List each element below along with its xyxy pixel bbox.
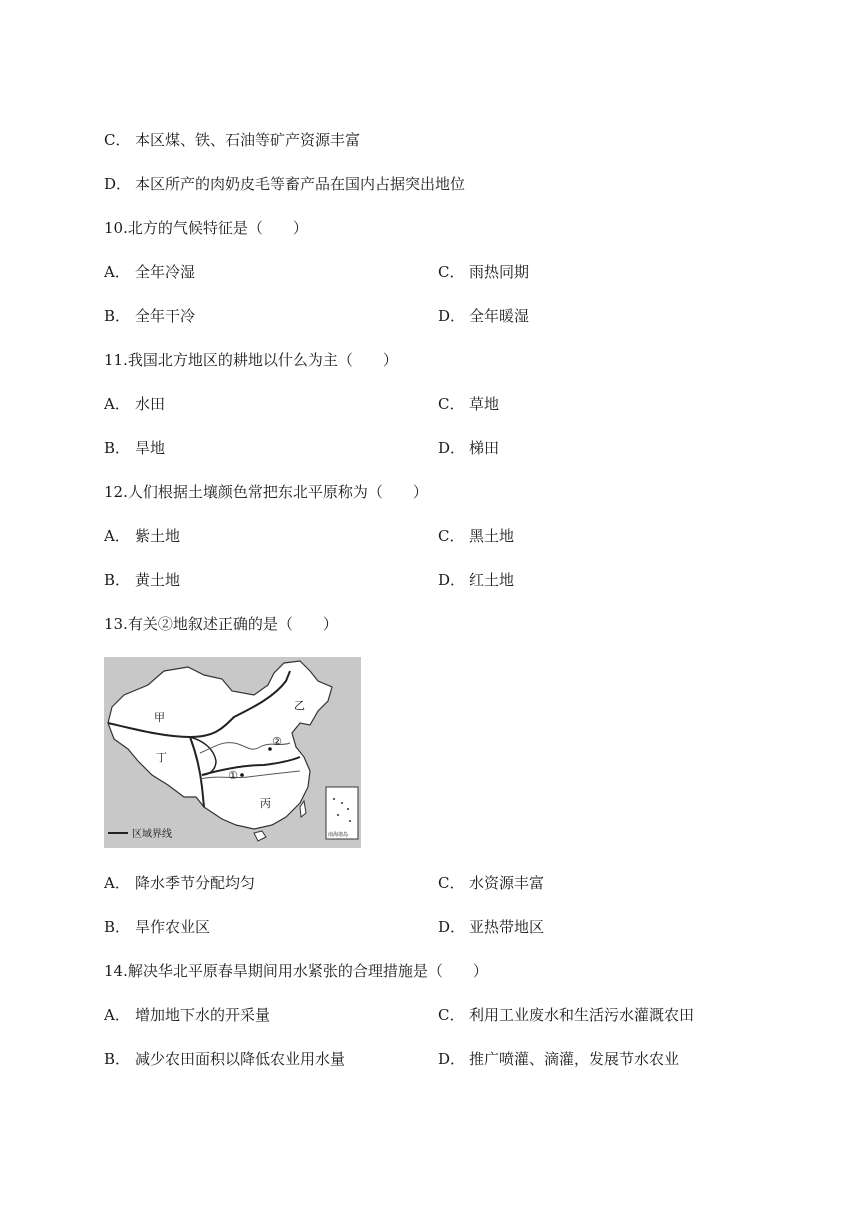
label-point-1: ① [228,769,238,782]
question-13-stem: 13.有关②地叙述正确的是（ ） [104,615,338,633]
q11-option-a[interactable] [104,394,165,414]
option-letter: A． [104,527,130,545]
q11-option-b[interactable] [104,438,165,458]
option-letter: C． [104,131,131,149]
option-text: 本区所产的肉奶皮毛等畜产品在国内占据突出地位 [135,175,466,193]
q14-option-c[interactable] [438,1005,694,1025]
q10-option-b[interactable] [104,306,195,326]
option-text: 旱地 [135,439,166,457]
question-14-stem: 14.解决华北平原春旱期间用水紧张的合理措施是（ ） [104,962,488,980]
option-letter: A． [104,1006,130,1024]
q12-option-c[interactable] [438,526,514,546]
legend-label: 区域界线 [132,829,172,840]
option-text: 紫土地 [135,527,181,545]
option-text: 全年干冷 [135,307,196,325]
q12-option-a[interactable] [104,526,180,546]
option-text: 草地 [469,395,500,413]
label-bing: 丙 [260,797,271,810]
china-outline [108,661,332,829]
option-letter: A． [104,874,130,892]
point-1-marker [240,773,244,777]
option-text: 梯田 [469,439,500,457]
option-d-prev[interactable] [104,174,465,194]
q10-option-a[interactable] [104,262,195,282]
option-text: 减少农田面积以降低农业用水量 [135,1050,346,1068]
label-jia: 甲 [154,711,165,724]
label-yi: 乙 [294,699,305,712]
option-letter: A． [104,263,130,281]
q14-option-b[interactable] [104,1049,345,1069]
q11-option-c[interactable] [438,394,499,414]
taiwan-island [300,801,306,817]
option-letter: B． [104,1050,131,1068]
option-letter: B． [104,307,131,325]
q12-option-b[interactable] [104,570,180,590]
q11-option-d[interactable] [438,438,499,458]
option-text: 本区煤、铁、石油等矿产资源丰富 [135,131,361,149]
option-letter: C． [438,263,465,281]
option-text: 亚热带地区 [469,918,545,936]
hainan-island [254,831,266,841]
option-text: 水田 [135,395,166,413]
option-text: 水资源丰富 [469,874,545,892]
option-c-prev[interactable] [104,130,360,150]
option-text: 利用工业废水和生活污水灌溉农田 [469,1006,695,1024]
option-letter: C． [438,874,465,892]
option-letter: D． [438,1050,466,1068]
china-region-map [104,657,361,848]
option-text: 黑土地 [469,527,515,545]
label-ding: 丁 [156,751,167,764]
option-text: 全年冷湿 [135,263,196,281]
q14-option-d[interactable] [438,1049,679,1069]
q14-option-a[interactable] [104,1005,270,1025]
q13-option-d[interactable] [438,917,544,937]
q10-option-c[interactable] [438,262,529,282]
option-letter: B． [104,918,131,936]
q13-option-c[interactable] [438,873,544,893]
option-letter: C． [438,1006,465,1024]
option-letter: D． [438,918,466,936]
question-11-stem: 11.我国北方地区的耕地以什么为主（ ） [104,351,398,369]
option-text: 旱作农业区 [135,918,211,936]
question-12-stem: 12.人们根据土壤颜色常把东北平原称为（ ） [104,483,428,501]
q13-option-a[interactable] [104,873,255,893]
option-letter: D． [438,571,466,589]
option-letter: C． [438,395,465,413]
q10-option-d[interactable] [438,306,529,326]
map-svg [104,657,361,848]
q13-option-b[interactable] [104,917,210,937]
q12-option-d[interactable] [438,570,514,590]
option-letter: C． [438,527,465,545]
option-letter: D． [438,307,466,325]
inset-label: 南海诸岛 [328,832,349,838]
option-text: 降水季节分配均匀 [135,874,256,892]
option-text: 推广喷灌、滴灌，发展节水农业 [469,1050,680,1068]
option-letter: D． [438,439,466,457]
option-text: 增加地下水的开采量 [135,1006,271,1024]
question-10-stem: 10.北方的气候特征是（ ） [104,219,308,237]
option-letter: B． [104,439,131,457]
option-letter: A． [104,395,130,413]
option-text: 全年暖湿 [469,307,530,325]
option-text: 雨热同期 [469,263,530,281]
option-letter: D． [104,175,132,193]
option-text: 黄土地 [135,571,181,589]
option-letter: B． [104,571,131,589]
label-point-2: ② [272,735,282,748]
option-text: 红土地 [469,571,515,589]
